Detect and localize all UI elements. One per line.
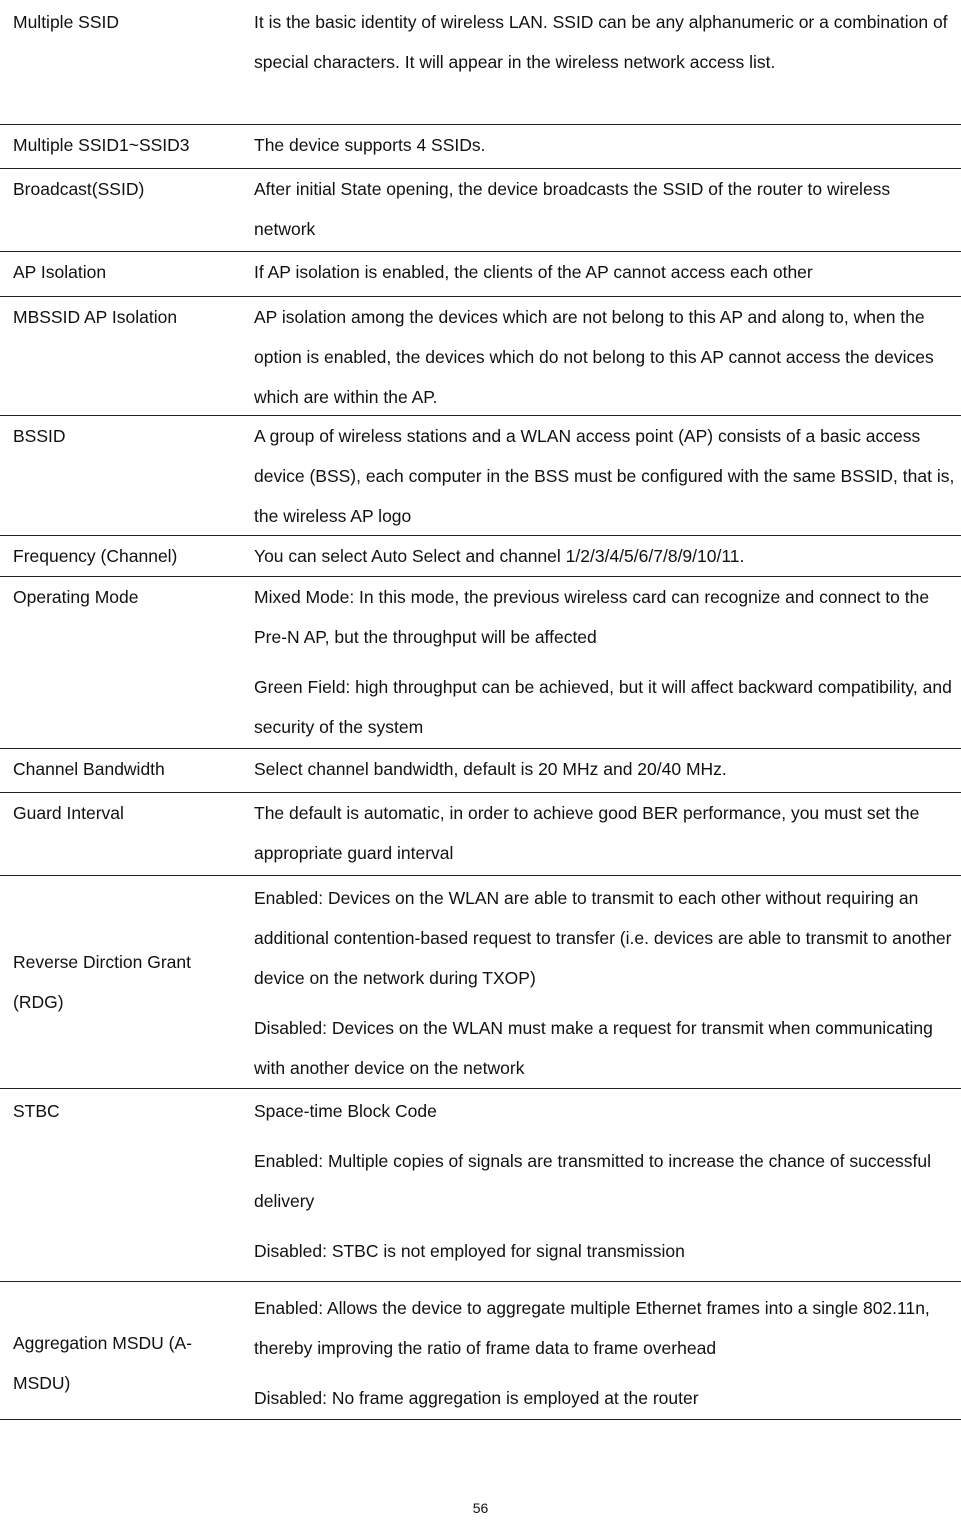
term-text: Multiple SSID: [13, 12, 120, 32]
table-row: [0, 749, 961, 793]
row-description: [240, 1282, 961, 1419]
description-text: If AP isolation is enabled, the clients of the AP cannot access each other: [254, 262, 813, 282]
description-text: Enabled: Multiple copies of signals are transmitted to increase the chance of successful delivery: [254, 1151, 932, 1211]
description-text: AP isolation among the devices which are not belong to this AP and along to, when the option is enabled, the devices which do not belong to this AP cannot access the devices which are within the AP.: [254, 307, 934, 407]
row-description: [240, 0, 961, 124]
table-row: [0, 793, 961, 876]
description-text: You can select Auto Select and channel 1/2/3/4/5/6/7/8/9/10/11.: [254, 546, 745, 566]
description-text: Enabled: Allows the device to aggregate multiple Ethernet frames into a single 802.11n, thereby improving the ratio of frame data to frame overhead: [254, 1298, 930, 1358]
table-row: [0, 252, 961, 297]
table-row: [0, 1089, 961, 1282]
row-term: [0, 749, 240, 792]
row-description: [240, 577, 961, 748]
table-row: [0, 169, 961, 252]
description-text: Disabled: STBC is not employed for signal transmission: [254, 1241, 685, 1261]
row-term: [0, 793, 240, 875]
row-description: [240, 252, 961, 296]
row-term: [0, 1089, 240, 1281]
term-text: Multiple SSID1~SSID3: [13, 135, 190, 155]
row-description: [240, 749, 961, 792]
row-description: [240, 169, 961, 251]
row-term: [0, 416, 240, 535]
row-description: [240, 416, 961, 535]
description-text: Enabled: Devices on the WLAN are able to transmit to each other without requiring an additional contention-based request to transfer (i.e. devices are able to transmit to another device on the network during TXOP): [254, 888, 952, 988]
description-text: It is the basic identity of wireless LAN. SSID can be any alphanumeric or a combination of special characters. It will appear in the wireless network access list.: [254, 12, 948, 72]
description-text: Disabled: No frame aggregation is employed at the router: [254, 1388, 699, 1408]
row-description: [240, 536, 961, 576]
term-text: Reverse Dirction Grant (RDG): [13, 952, 191, 1012]
row-term: [0, 297, 240, 415]
table-row: [0, 416, 961, 536]
row-description: [240, 297, 961, 415]
row-term: [0, 1282, 240, 1419]
description-text: Select channel bandwidth, default is 20 MHz and 20/40 MHz.: [254, 759, 727, 779]
term-text: Broadcast(SSID): [13, 179, 145, 199]
row-description: [240, 876, 961, 1088]
description-text: Mixed Mode: In this mode, the previous wireless card can recognize and connect to the Pre-N AP, but the throughput will be affected: [254, 587, 930, 647]
row-description: [240, 793, 961, 875]
description-text: The device supports 4 SSIDs.: [254, 135, 486, 155]
row-term: [0, 169, 240, 251]
row-term: [0, 0, 240, 124]
page-number: 56: [472, 1500, 489, 1516]
description-text: Green Field: high throughput can be achieved, but it will affect backward compatibility, and security of the system: [254, 677, 952, 737]
table-row: [0, 297, 961, 416]
description-text: A group of wireless stations and a WLAN access point (AP) consists of a basic access device (BSS), each computer in the BSS must be configured with the same BSSID, that is, the wireless AP logo: [254, 426, 955, 526]
description-text: Disabled: Devices on the WLAN must make a request for transmit when communicating with another device on the network: [254, 1018, 933, 1078]
row-term: [0, 125, 240, 168]
description-text: Space-time Block Code: [254, 1101, 437, 1121]
table-row: [0, 536, 961, 577]
row-term: [0, 252, 240, 296]
term-text: BSSID: [13, 426, 66, 446]
table-row: [0, 577, 961, 749]
row-term: [0, 577, 240, 748]
table-row: [0, 876, 961, 1089]
table-row: [0, 0, 961, 125]
table-row: [0, 1282, 961, 1420]
description-text: After initial State opening, the device broadcasts the SSID of the router to wireless network: [254, 179, 891, 239]
term-text: STBC: [13, 1101, 60, 1121]
row-term: [0, 876, 240, 1088]
row-description: [240, 1089, 961, 1281]
description-text: The default is automatic, in order to achieve good BER performance, you must set the appropriate guard interval: [254, 803, 920, 863]
table-row: [0, 125, 961, 169]
term-text: Guard Interval: [13, 803, 124, 823]
term-text: Operating Mode: [13, 587, 139, 607]
row-description: [240, 125, 961, 168]
term-text: MBSSID AP Isolation: [13, 307, 178, 327]
row-term: [0, 536, 240, 576]
term-text: AP Isolation: [13, 262, 107, 282]
term-text: Frequency (Channel): [13, 546, 178, 566]
term-text: Aggregation MSDU (A-MSDU): [13, 1332, 192, 1393]
term-text: Channel Bandwidth: [13, 759, 165, 779]
